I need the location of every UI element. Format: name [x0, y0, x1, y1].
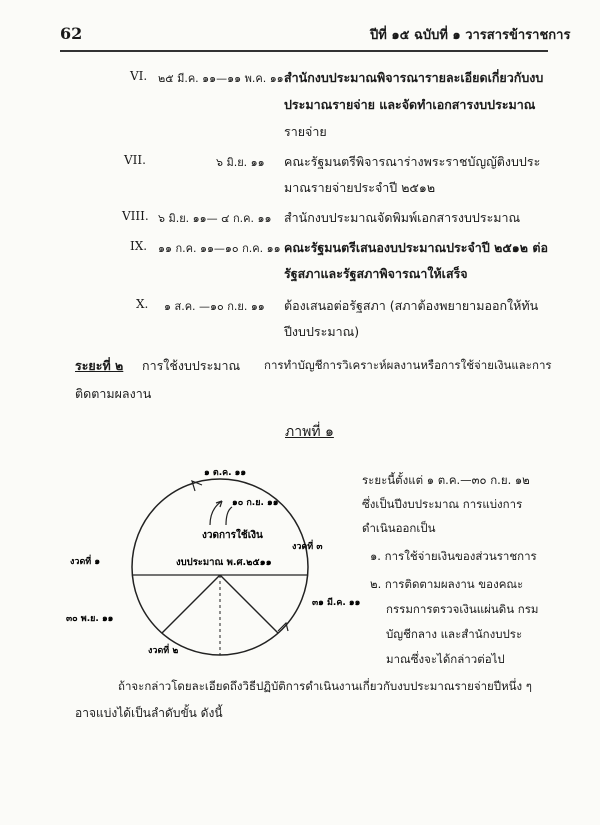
- step-text-line: มาณรายจ่ายประจำปี ๒๕๑๒: [284, 180, 436, 195]
- step-date: ๒๕ มี.ค. ๑๑—๑๑ พ.ค. ๑๑: [158, 72, 284, 85]
- right-diagonal: [220, 575, 278, 633]
- header-rule: [60, 50, 548, 52]
- step-date: ๑ ส.ค. —๑๐ ก.ย. ๑๑: [164, 300, 265, 313]
- phase-description-cont: ติดตามผลงาน: [75, 386, 152, 401]
- right-arrow-icon: [278, 623, 288, 631]
- step-text-line: ปีงบประมาณ): [284, 324, 360, 339]
- label-budget: งบประมาณ พ.ศ.๒๕๑๑: [176, 557, 272, 568]
- inner-arrow: [226, 507, 232, 525]
- figure-title: ภาพที่ ๑: [285, 424, 334, 440]
- side-text-line: ๒. การติดตามผลงาน ของคณะ: [370, 577, 524, 591]
- label-period-2: งวดที่ ๒: [148, 646, 179, 656]
- running-head: ปีที่ ๑๕ ฉบับที่ ๑ วารสารข้าราชการ: [370, 28, 571, 43]
- step-text-line: ประมาณรายจ่าย และจัดทำเอกสารงบประมาณ: [284, 97, 536, 112]
- label-top: ๑ ต.ค. ๑๑: [204, 468, 247, 478]
- step-text-line: สำนักงบประมาณพิจารณารายละเอียดเกี่ยวกับงบ: [284, 70, 544, 85]
- label-upper: ๑๐ ก.ย. ๑๑: [232, 498, 279, 508]
- step-text-line: คณะรัฐมนตรีพิจารณาร่างพระราชบัญญัติงบประ: [284, 154, 541, 169]
- label-period-3: งวดที่ ๓: [292, 542, 323, 552]
- side-text-line: ดำเนินออกเป็น: [362, 521, 436, 535]
- side-text-line: ๑. การใช้จ่ายเงินของส่วนราชการ: [370, 549, 537, 563]
- phase-label: ระยะที่ ๒: [75, 358, 124, 373]
- step-roman: VIII.: [122, 209, 149, 223]
- step-text-line: สำนักงบประมาณจัดพิมพ์เอกสารงบประมาณ: [284, 210, 521, 225]
- side-text-line: ซึ่งเป็นปีงบประมาณ การแบ่งการ: [362, 497, 523, 511]
- step-roman: VII.: [124, 153, 146, 167]
- label-period-1: งวดที่ ๑: [70, 557, 101, 567]
- step-roman: IX.: [130, 239, 148, 253]
- side-text-line: มาณซึ่งจะได้กล่าวต่อไป: [386, 652, 505, 666]
- step-date: ๖ มิ.ย. ๑๑— ๔ ก.ค. ๑๑: [158, 212, 272, 225]
- page-number: 62: [60, 24, 83, 43]
- step-roman: X.: [136, 297, 149, 311]
- label-right-date: ๓๑ มี.ค. ๑๑: [312, 598, 360, 608]
- side-text-line: ระยะนี้ตั้งแต่ ๑ ต.ค.—๓๐ ก.ย. ๑๒: [362, 473, 530, 487]
- label-left-date: ๓๐ พ.ย. ๑๑: [66, 614, 114, 624]
- step-roman: VI.: [130, 69, 148, 83]
- closing-paragraph-cont: อาจแบ่งได้เป็นลำดับขั้น ดังนี้: [75, 706, 223, 720]
- step-text-line: ต้องเสนอต่อรัฐสภา (สภาต้องพยายามออกให้ทัน: [284, 298, 539, 313]
- step-date: ๖ มิ.ย. ๑๑: [216, 156, 265, 169]
- side-text-line: บัญชีกลาง และสำนักงบประ: [386, 627, 523, 641]
- label-usage: งวดการใช้เงิน: [202, 530, 263, 541]
- phase-title: การใช้งบประมาณ: [142, 358, 241, 373]
- step-text-line: คณะรัฐมนตรีเสนองบประมาณประจำปี ๒๕๑๒ ต่อ: [284, 240, 548, 255]
- budget-cycle-diagram: [60, 465, 360, 660]
- step-date: ๑๑ ก.ค. ๑๑—๑๐ ก.ค. ๑๑: [158, 242, 281, 255]
- closing-paragraph: ถ้าจะกล่าวโดยละเอียดถึงวิธีปฏิบัติการดำเนินงานเกี่ยวกับงบประมาณรายจ่ายปีหนึ่ง ๆ: [118, 679, 532, 693]
- left-diagonal: [162, 575, 220, 633]
- step-text-line: รัฐสภาและรัฐสภาพิจารณาให้เสร็จ: [284, 266, 468, 281]
- side-text-line: กรรมการตรวจเงินแผ่นดิน กรม: [386, 602, 539, 616]
- phase-description: การทำบัญชีการวิเคราะห์ผลงานหรือการใช้จ่ายเงินและการ: [264, 358, 552, 372]
- step-text-line: รายจ่าย: [284, 124, 327, 139]
